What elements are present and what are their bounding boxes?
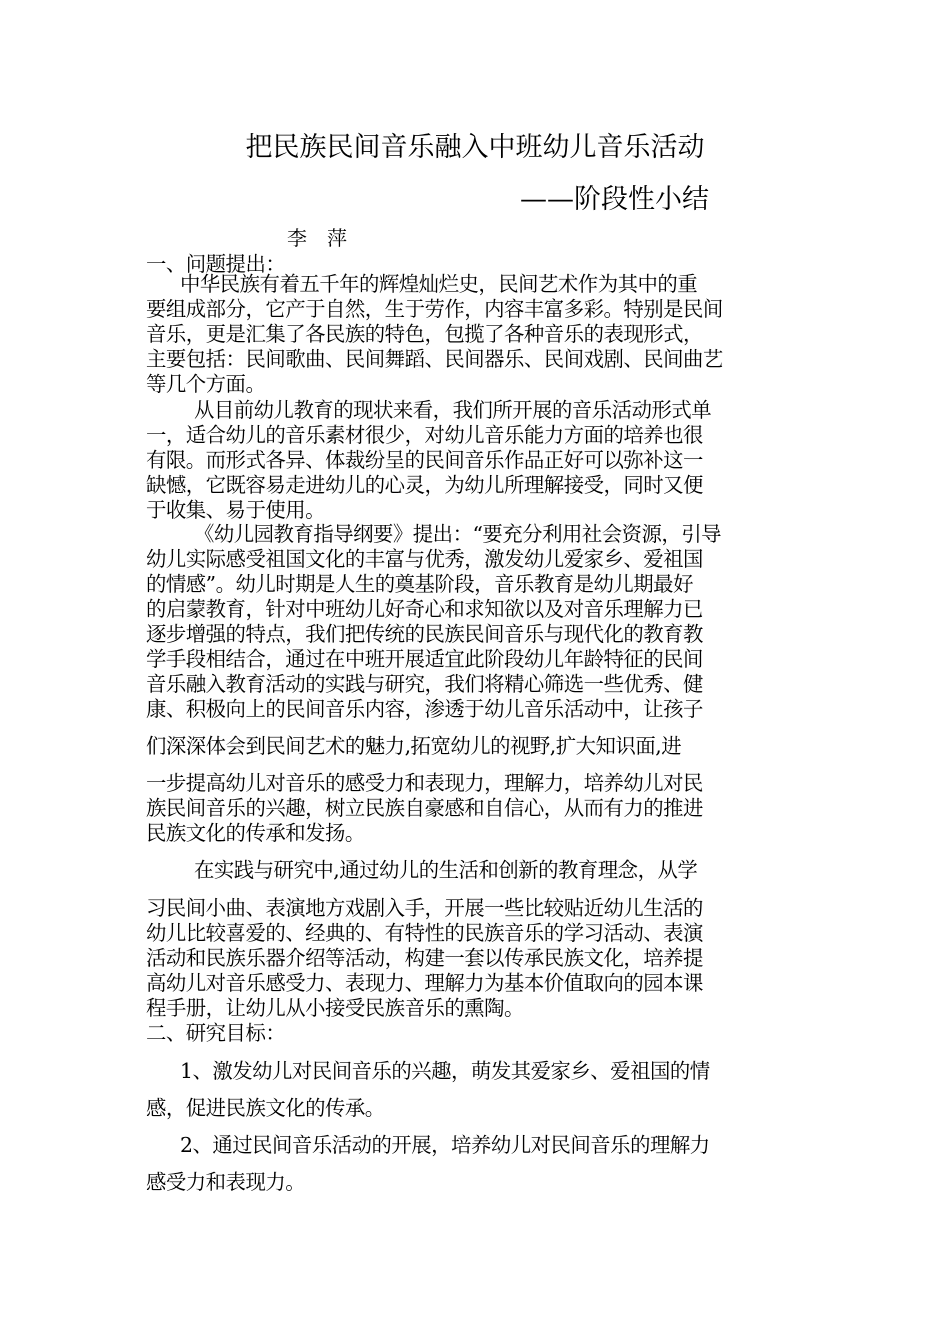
- paragraph-line: 在实践与研究中,通过幼儿的生活和创新的教育理念，从学: [194, 858, 698, 882]
- paragraph-line: 一，适合幼儿的音乐素材很少，对幼儿音乐能力方面的培养也很: [146, 423, 703, 447]
- paragraph-line: 活动和民族乐器介绍等活动，构建一套以传承民族文化，培养提: [146, 946, 703, 970]
- paragraph-line: 民族文化的传承和发扬。: [146, 821, 365, 845]
- paragraph-line: 要组成部分，它产于自然，生于劳作，内容丰富多彩。特别是民间: [146, 297, 723, 321]
- paragraph-line: 幼儿比较喜爱的、经典的、有特性的民族音乐的学习活动、表演: [146, 921, 703, 945]
- paragraph-line: 一步提高幼儿对音乐的感受力和表现力，理解力，培养幼儿对民: [146, 771, 703, 795]
- paragraph-line: 程手册，让幼儿从小接受民族音乐的熏陶。: [146, 996, 524, 1020]
- paragraph-line: 《幼儿园教育指导纲要》提出：“要充分利用社会资源，引导: [194, 522, 722, 546]
- paragraph-line: 们深深体会到民间艺术的魅力,拓宽幼儿的视野,扩大知识面,进: [146, 734, 682, 758]
- paragraph-line: 逐步增强的特点，我们把传统的民族民间音乐与现代化的教育教: [146, 622, 703, 646]
- paragraph-line: 高幼儿对音乐感受力、表现力、理解力为基本价值取向的园本课: [146, 971, 703, 995]
- document-subtitle: ——阶段性小结: [520, 184, 709, 215]
- paragraph-line: 的情感”。幼儿时期是人生的奠基阶段，音乐教育是幼儿期最好: [146, 572, 693, 596]
- paragraph-line: 中华民族有着五千年的辉煌灿烂史，民间艺术作为其中的重: [180, 272, 698, 296]
- paragraph-line: 康、积极向上的民间音乐内容，渗透于幼儿音乐活动中，让孩子: [146, 697, 703, 721]
- goal-item-2-line: 感受力和表现力。: [146, 1170, 306, 1194]
- paragraph-line: 等几个方面。: [146, 372, 266, 396]
- paragraph-line: 主要包括：民间歌曲、民间舞蹈、民间器乐、民间戏剧、民间曲艺: [146, 347, 723, 371]
- goal-item-1-line: 1、激发幼儿对民间音乐的兴趣，萌发其爱家乡、爱祖国的情: [180, 1059, 710, 1083]
- section-heading-problem: 一、问题提出：: [146, 252, 286, 276]
- author-name: 李 萍: [287, 226, 347, 250]
- paragraph-line: 族民间音乐的兴趣，树立民族自豪感和自信心，从而有力的推进: [146, 796, 703, 820]
- paragraph-line: 音乐融入教育活动的实践与研究，我们将精心筛选一些优秀、健: [146, 672, 703, 696]
- paragraph-line: 缺憾，它既容易走进幼儿的心灵，为幼儿所理解接受，同时又便: [146, 473, 703, 497]
- document-title: 把民族民间音乐融入中班幼儿音乐活动: [245, 132, 705, 163]
- paragraph-line: 从目前幼儿教育的现状来看，我们所开展的音乐活动形式单: [194, 398, 712, 422]
- paragraph-line: 音乐，更是汇集了各民族的特色，包揽了各种音乐的表现形式，: [146, 322, 703, 346]
- paragraph-line: 学手段相结合，通过在中班开展适宜此阶段幼儿年龄特征的民间: [146, 647, 703, 671]
- paragraph-line: 习民间小曲、表演地方戏剧入手，开展一些比较贴近幼儿生活的: [146, 896, 703, 920]
- goal-item-1-line: 感，促进民族文化的传承。: [146, 1096, 385, 1120]
- paragraph-line: 有限。而形式各异、体裁纷呈的民间音乐作品正好可以弥补这一: [146, 448, 703, 472]
- paragraph-line: 幼儿实际感受祖国文化的丰富与优秀，激发幼儿爱家乡、爱祖国: [146, 547, 703, 571]
- paragraph-line: 于收集、易于使用。: [146, 498, 326, 522]
- goal-item-2-line: 2、通过民间音乐活动的开展，培养幼儿对民间音乐的理解力: [180, 1133, 710, 1157]
- section-heading-goals: 二、研究目标：: [146, 1021, 286, 1045]
- paragraph-line: 的启蒙教育，针对中班幼儿好奇心和求知欲以及对音乐理解力已: [146, 597, 703, 621]
